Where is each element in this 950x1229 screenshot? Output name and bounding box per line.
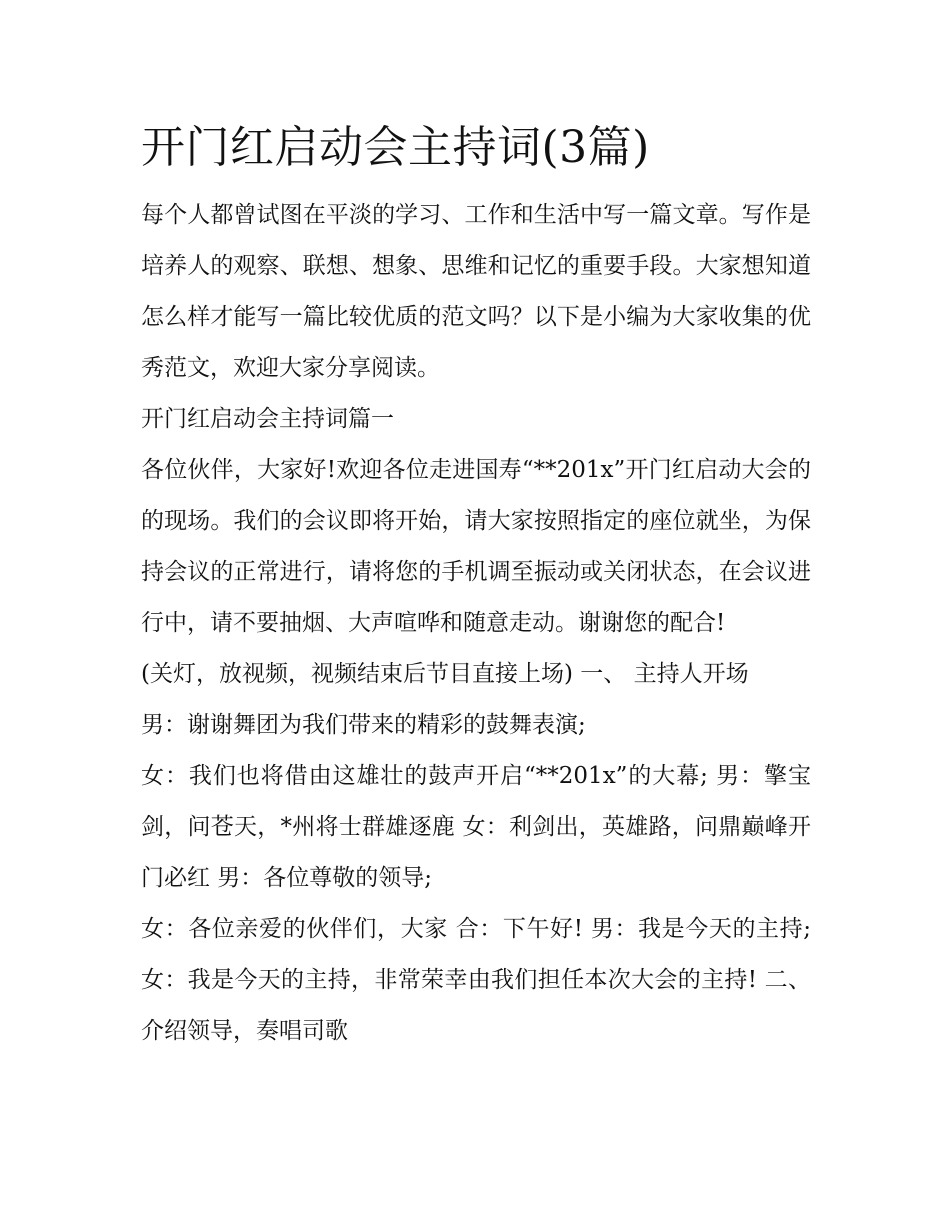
dialogue-paragraph: 女：各位亲爱的伙伴们，大家 合：下午好! 男：我是今天的主持; 女：我是今天的主持，非常荣幸由我们担任本次大会的主持! 二、介绍领导，奏唱司歌 bbox=[141, 916, 811, 1044]
dialogue-paragraph: 女：我们也将借由这雄壮的鼓声开启“**201x”的大幕; 男：擎宝剑，问苍天，*州将士群雄逐鹿 女：利剑出，英雄路，问鼎巅峰开门必红 男：各位尊敬的领导; bbox=[141, 763, 811, 891]
intro-paragraph: 每个人都曾试图在平淡的学习、工作和生活中写一篇文章。写作是培养人的观察、联想、想象、思维和记忆的重要手段。大家想知道怎么样才能写一篇比较优质的范文吗？以下是小编为大家收集的优秀范文，欢迎大家分享阅读。 bbox=[141, 202, 811, 381]
dialogue-paragraph: 男：谢谢舞团为我们带来的精彩的鼓舞表演; bbox=[141, 712, 586, 738]
document-body bbox=[141, 116, 811, 1057]
section-heading: 开门红启动会主持词篇一 bbox=[141, 406, 394, 432]
stage-direction-paragraph: (关灯，放视频，视频结束后节目直接上场) 一、 主持人开场 bbox=[141, 661, 749, 687]
opening-paragraph: 各位伙伴，大家好!欢迎各位走进国寿“**201x”开门红启动大会的的现场。我们的会议即将开始，请大家按照指定的座位就坐，为保持会议的正常进行，请将您的手机调至振动或关闭状态，在会议进行中，请不要抽烟、大声喧哗和随意走动。谢谢您的配合! bbox=[141, 457, 811, 636]
document-title: 开门红启动会主持词(3篇) bbox=[141, 122, 650, 173]
